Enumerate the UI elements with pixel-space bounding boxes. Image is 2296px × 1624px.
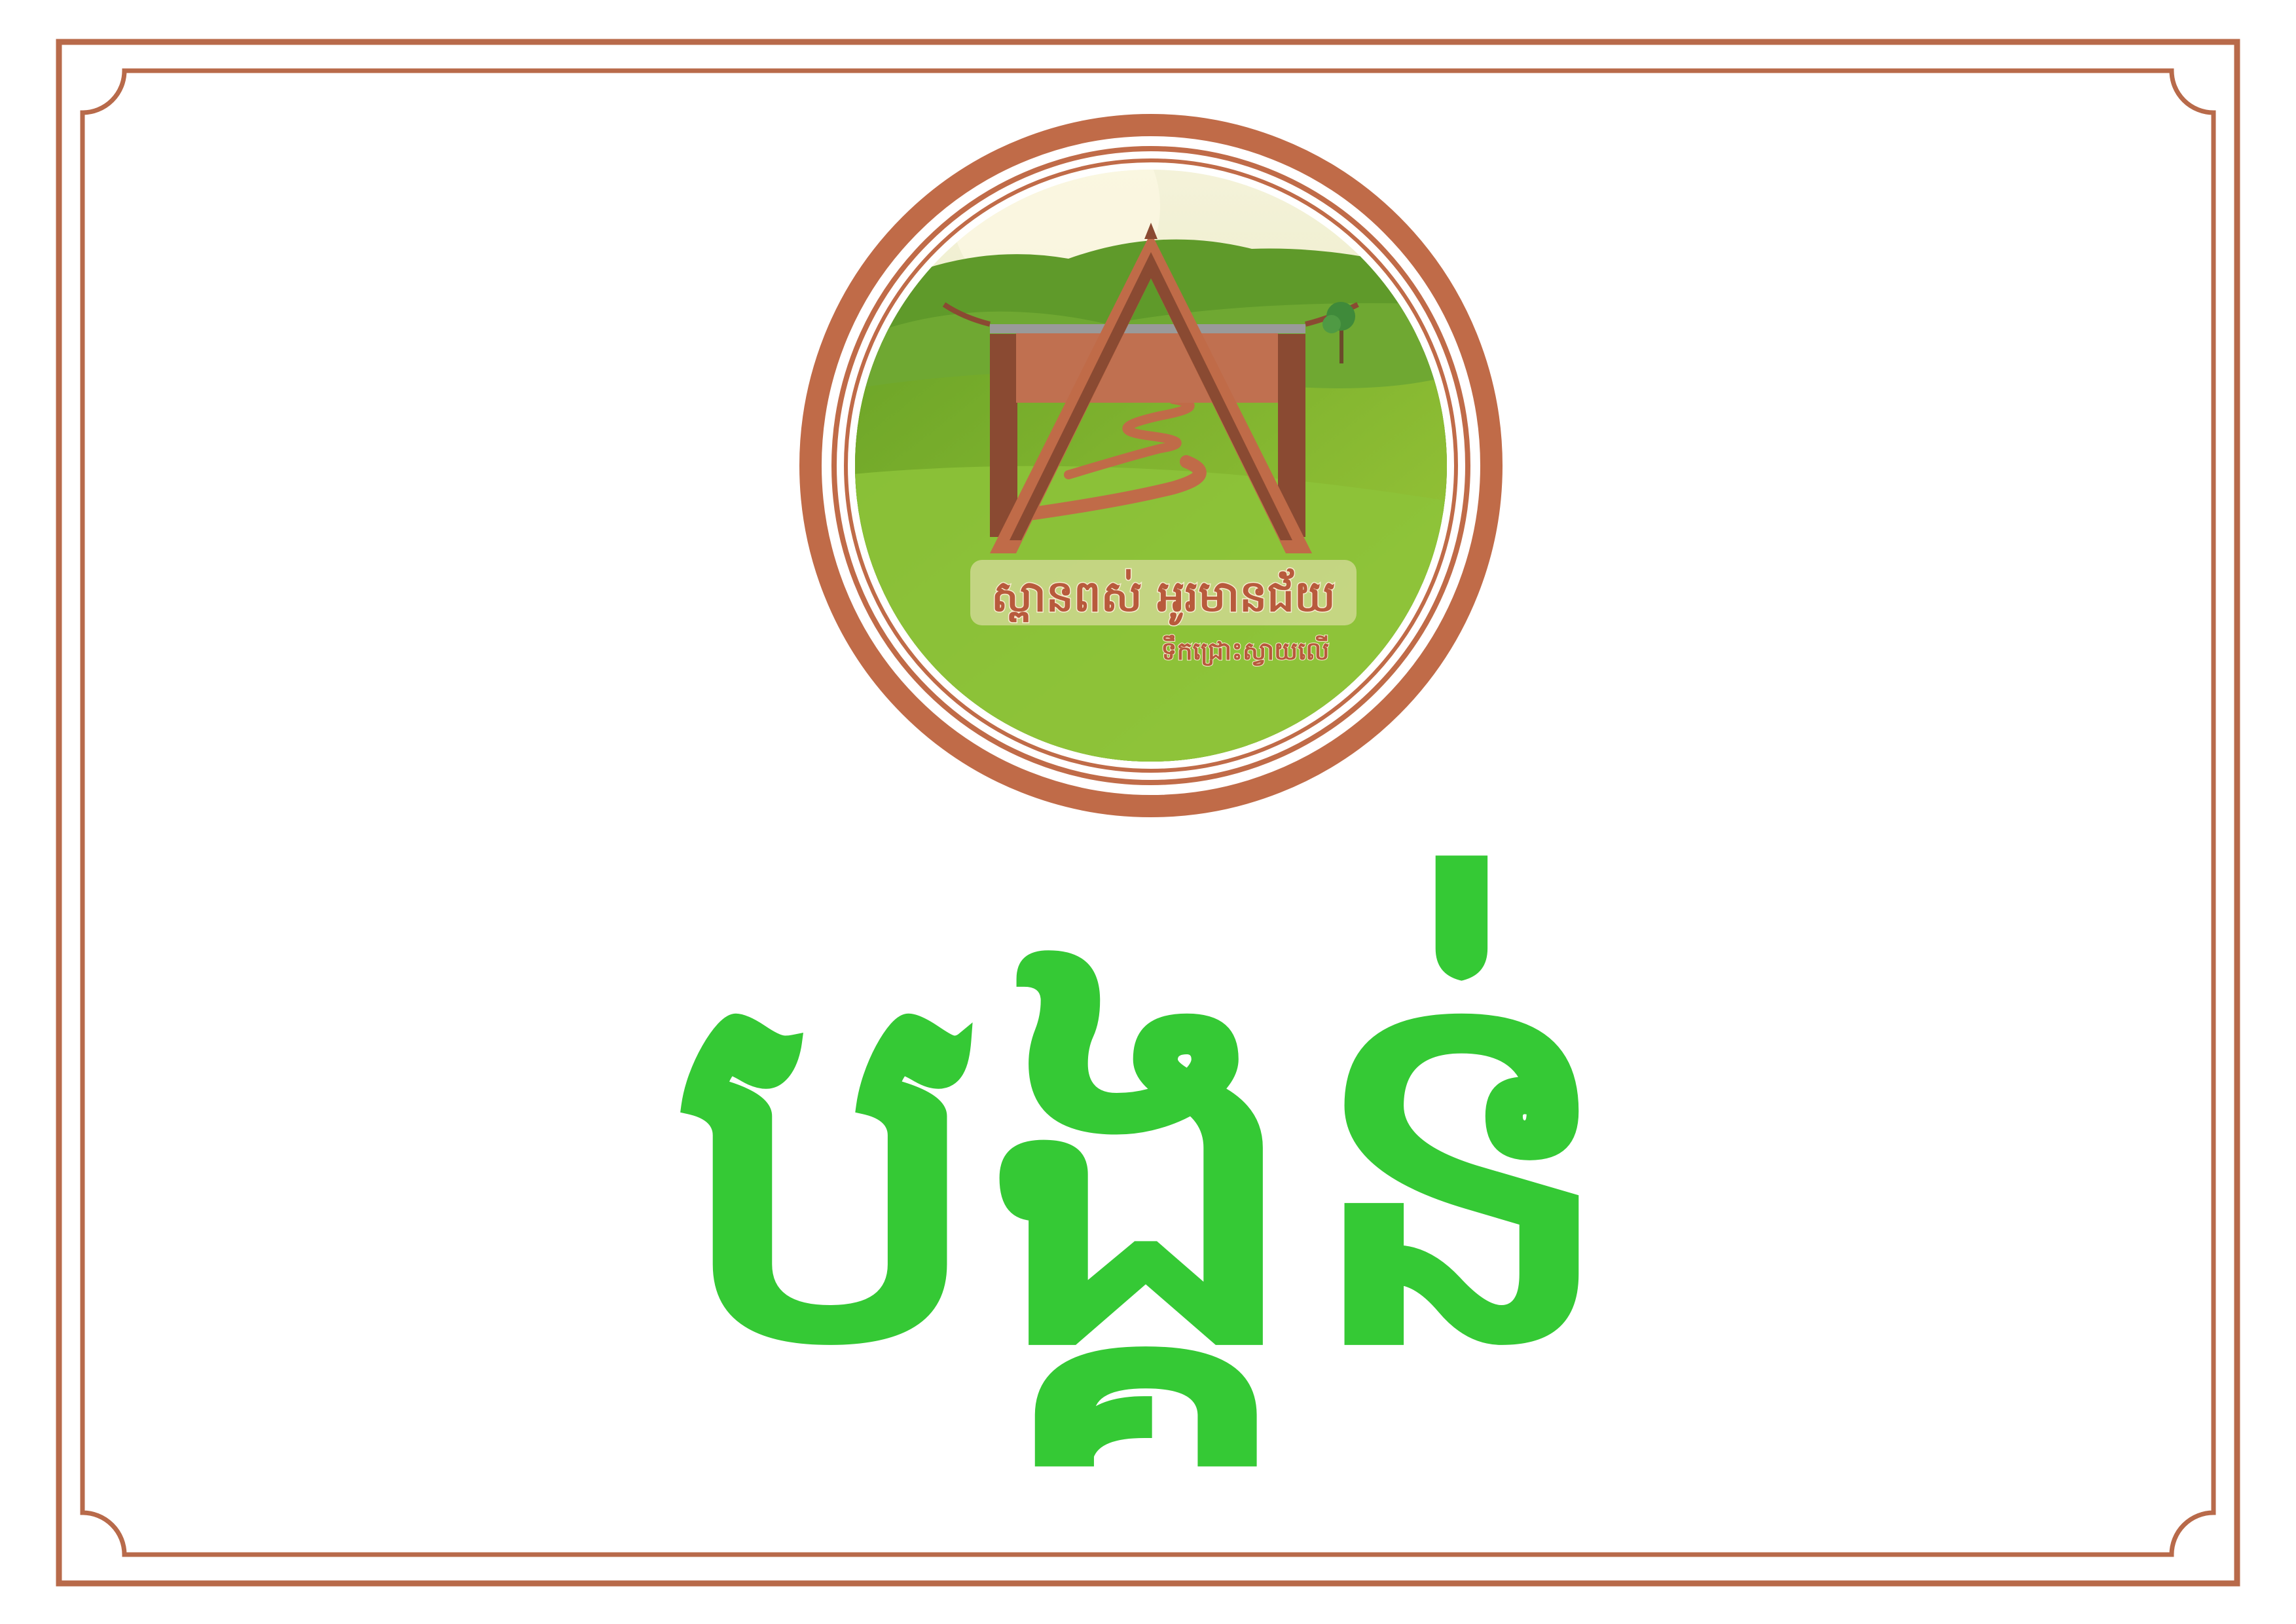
logo-emblem	[793, 108, 1508, 823]
sign-title: បង្គន់	[672, 876, 1620, 1455]
logo-name-line2: ទឹកជ្រោះស្វាយលើ	[1161, 637, 1330, 665]
logo-name-line1: ស្ពានពស់ អូរមានជ័យ	[991, 571, 1336, 621]
